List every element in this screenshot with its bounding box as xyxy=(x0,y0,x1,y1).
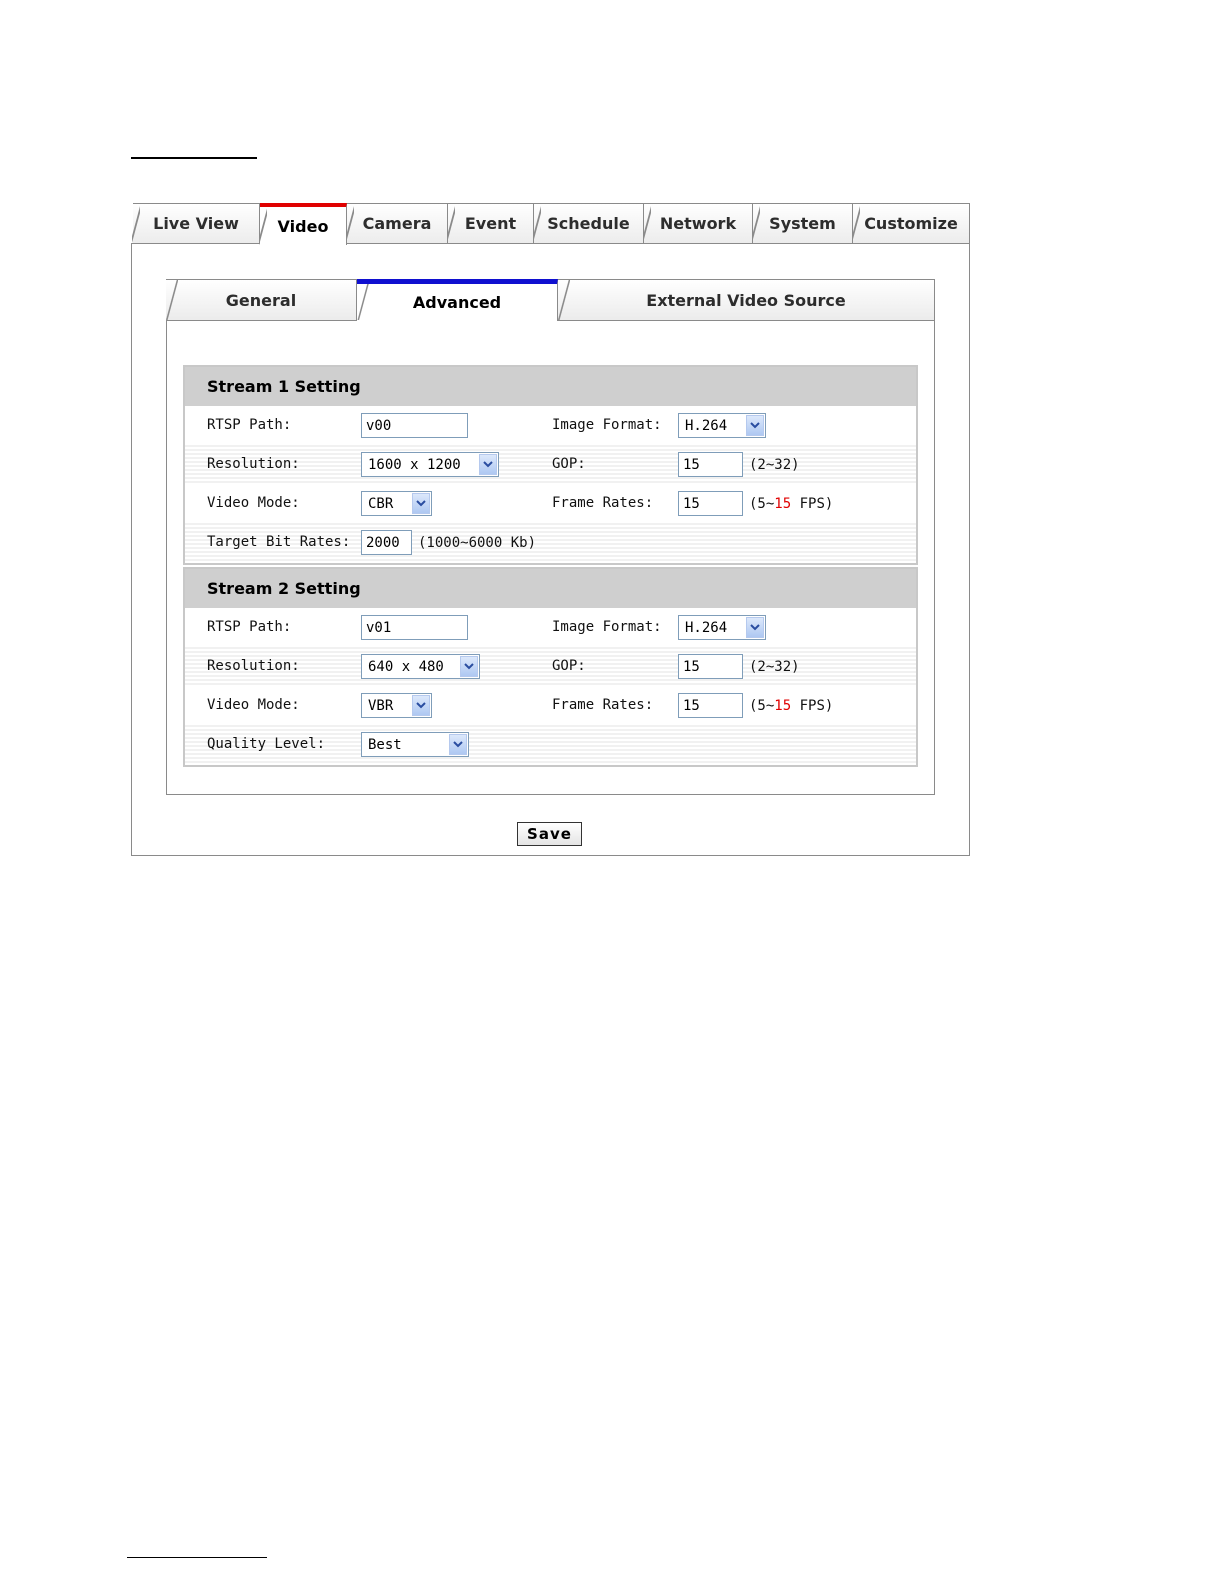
resolution-label: Resolution: xyxy=(207,456,300,472)
frame-rates-hint: (5~15 FPS) xyxy=(749,698,834,714)
tab-schedule[interactable]: Schedule xyxy=(534,203,644,243)
stream-2-row-video-mode xyxy=(185,686,916,725)
frame-rates-label: Frame Rates: xyxy=(552,697,654,713)
stream-1-video-mode-select[interactable] xyxy=(361,491,432,516)
target-bit-rates-label: Target Bit Rates: xyxy=(207,534,351,550)
quality-level-label: Quality Level: xyxy=(207,736,326,752)
tab-advanced[interactable]: Advanced xyxy=(357,279,558,321)
stream-1-title: Stream 1 Setting xyxy=(185,367,916,406)
stream-2-image-format-value: H.264 xyxy=(685,619,728,636)
stream-2-rtsp-path-input[interactable]: v01 xyxy=(361,615,468,640)
sub-tab-bar xyxy=(166,279,935,321)
gop-range-hint: (2~32) xyxy=(749,457,800,473)
stream-2-row-rtsp xyxy=(185,608,916,647)
stream-1-bitrate-input[interactable]: 2000 xyxy=(361,530,412,555)
stream-1-image-format-value: H.264 xyxy=(685,417,728,434)
tab-customize[interactable]: Customize xyxy=(853,203,970,243)
stream-2-resolution-select[interactable] xyxy=(361,654,480,679)
max-fps-value: 15 xyxy=(774,496,792,512)
video-mode-label: Video Mode: xyxy=(207,697,300,713)
gop-label: GOP: xyxy=(552,658,586,674)
save-button[interactable]: Save xyxy=(517,822,582,846)
stream-1-video-mode-value: CBR xyxy=(368,495,394,512)
frame-rates-label: Frame Rates: xyxy=(552,495,654,511)
stream-1-resolution-value: 1600 x 1200 xyxy=(368,456,461,473)
stream-1-frame-rates-input[interactable]: 15 xyxy=(678,491,743,516)
video-mode-label: Video Mode: xyxy=(207,495,300,511)
stream-1-row-video-mode xyxy=(185,484,916,523)
tab-event[interactable]: Event xyxy=(448,203,534,243)
stream-2-frame-rates-input[interactable]: 15 xyxy=(678,693,743,718)
rtsp-path-label: RTSP Path: xyxy=(207,417,292,433)
tab-system[interactable]: System xyxy=(753,203,853,243)
stream-1-rtsp-path-input[interactable]: v00 xyxy=(361,413,468,438)
tab-live-view[interactable]: Live View xyxy=(133,203,260,243)
stream-1-row-resolution xyxy=(185,445,916,484)
tab-network[interactable]: Network xyxy=(644,203,753,243)
image-format-label: Image Format: xyxy=(552,417,662,433)
header-rule xyxy=(131,157,257,159)
gop-range-hint: (2~32) xyxy=(749,659,800,675)
stream-2-row-quality xyxy=(185,725,916,764)
stream-2-video-mode-select[interactable] xyxy=(361,693,432,718)
gop-label: GOP: xyxy=(552,456,586,472)
stream-2-title: Stream 2 Setting xyxy=(185,569,916,608)
chevron-down-icon[interactable] xyxy=(449,734,467,755)
tab-camera[interactable]: Camera xyxy=(347,203,448,243)
stream-2-resolution-value: 640 x 480 xyxy=(368,658,444,675)
stream-2-gop-input[interactable]: 15 xyxy=(678,654,743,679)
stream-2-video-mode-value: VBR xyxy=(368,697,394,714)
image-format-label: Image Format: xyxy=(552,619,662,635)
rtsp-path-label: RTSP Path: xyxy=(207,619,292,635)
main-tab-bar xyxy=(131,203,971,244)
footer-rule xyxy=(127,1557,267,1558)
stream-1-image-format-select[interactable] xyxy=(678,413,766,438)
max-fps-value: 15 xyxy=(774,698,792,714)
stream-1-panel xyxy=(183,365,918,565)
chevron-down-icon[interactable] xyxy=(479,454,497,475)
chevron-down-icon[interactable] xyxy=(412,493,430,514)
stream-1-row-bitrate xyxy=(185,523,916,562)
frame-rates-hint: (5~15 FPS) xyxy=(749,496,834,512)
stream-1-gop-input[interactable]: 15 xyxy=(678,452,743,477)
chevron-down-icon[interactable] xyxy=(746,415,764,436)
bitrate-range-hint: (1000~6000 Kb) xyxy=(418,535,537,551)
stream-2-image-format-select[interactable] xyxy=(678,615,766,640)
chevron-down-icon[interactable] xyxy=(412,695,430,716)
stream-2-quality-value: Best xyxy=(368,736,402,753)
tab-external-video-source[interactable]: External Video Source xyxy=(558,279,935,321)
chevron-down-icon[interactable] xyxy=(460,656,478,677)
tab-video[interactable]: Video xyxy=(260,203,347,245)
stream-1-resolution-select[interactable] xyxy=(361,452,499,477)
stream-2-panel xyxy=(183,567,918,767)
stream-1-row-rtsp xyxy=(185,406,916,445)
stream-2-row-resolution xyxy=(185,647,916,686)
resolution-label: Resolution: xyxy=(207,658,300,674)
stream-2-quality-select[interactable] xyxy=(361,732,469,757)
chevron-down-icon[interactable] xyxy=(746,617,764,638)
tab-general[interactable]: General xyxy=(166,279,357,321)
